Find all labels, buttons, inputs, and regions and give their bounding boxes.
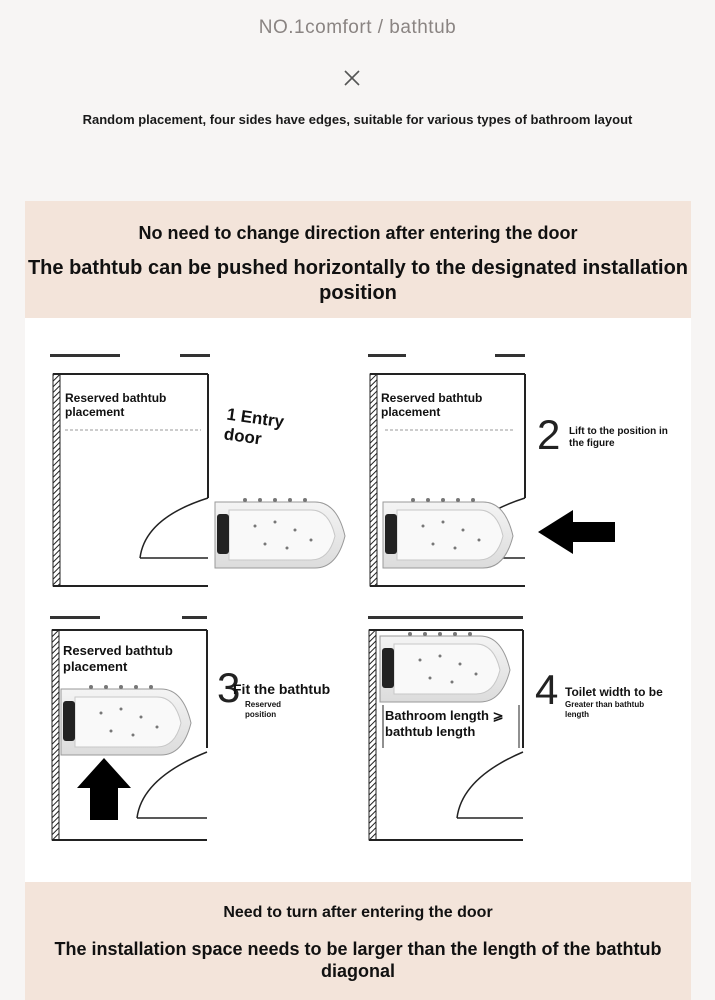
panel4-number: 4 — [535, 666, 559, 713]
panel2-step-title: Lift to the position in the figure — [569, 426, 668, 449]
panel3-note: Reserved position — [245, 700, 282, 719]
panel4-step-title: Toilet width to be — [565, 685, 663, 699]
arrow-up-icon — [77, 758, 131, 820]
panel3-number: 3 — [217, 664, 241, 711]
close-icon[interactable] — [340, 66, 364, 90]
installation-diagrams — [25, 318, 691, 882]
arrow-left-icon — [538, 510, 615, 554]
panel3-step-title: Fit the bathtub — [233, 681, 331, 697]
panel1-reserved-label: Reserved bathtub placement — [65, 391, 167, 419]
bottom-banner-line2: The installation space needs to be larger than the length of the bathtub diagonal — [54, 939, 662, 981]
panel1-step-title: 1 Entry door — [222, 404, 286, 449]
top-banner-line1: No need to change direction after entering the door — [138, 223, 578, 243]
panel4-dimension-label: Bathroom length ⩾ bathtub length — [385, 708, 504, 739]
top-banner-line2: The bathtub can be pushed horizontally to the designated installation position — [27, 257, 689, 304]
panel-2 — [368, 354, 615, 586]
top-banner — [25, 201, 691, 318]
panel2-number: 2 — [537, 411, 561, 458]
bottom-banner-line1: Need to turn after entering the door — [223, 904, 493, 921]
bottom-banner — [25, 882, 691, 1000]
panel2-reserved-label: Reserved bathtub placement — [381, 391, 483, 419]
panel3-reserved-label: Reserved bathtub placement — [63, 643, 173, 674]
brand-title: NO.1comfort / bathtub — [258, 17, 457, 38]
layout-subtitle: Random placement, four sides have edges, suitable for various types of bathroom layout — [82, 112, 633, 127]
panel-1 — [50, 354, 345, 586]
panel4-note: Greater than bathtub length — [565, 700, 645, 719]
